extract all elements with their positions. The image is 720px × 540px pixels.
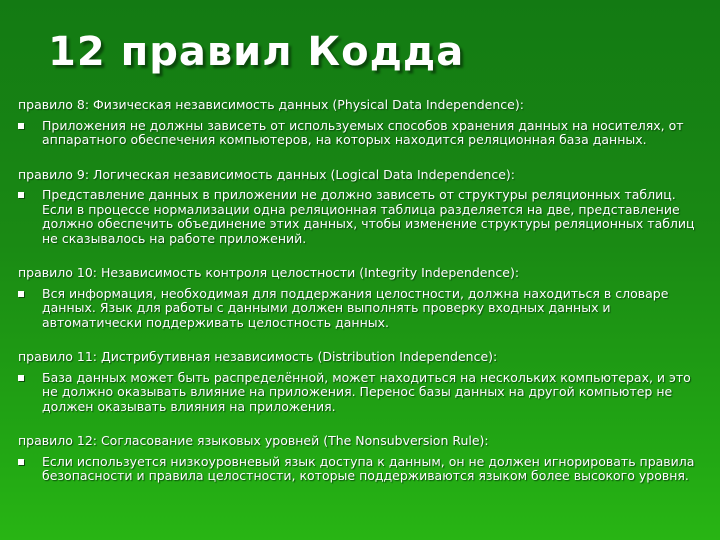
rule-text: Вся информация, необходимая для поддержания целостности, должна находиться в словаре данных. Язык для работы с данными должен выполнять проверку входных данных и автоматически поддерживать целостность данных. [42, 285, 669, 330]
rule-bullet [18, 455, 702, 484]
rule-bullet [18, 287, 702, 331]
rule-bullet [18, 119, 702, 148]
rule-8 [18, 98, 702, 148]
rule-heading: правило 9: Логическая независимость данных (Logical Data Independence): [18, 166, 515, 182]
square-bullet-icon [18, 459, 24, 465]
rule-heading: правило 8: Физическая независимость данных (Physical Data Independence): [18, 97, 524, 112]
rules-list [18, 98, 702, 504]
square-bullet-icon [18, 192, 24, 198]
square-bullet-icon [18, 375, 24, 381]
square-bullet-icon [18, 123, 24, 129]
rule-heading: правило 10: Независимость контроля целостности (Integrity Independence): [18, 265, 520, 280]
square-bullet-icon [18, 291, 24, 297]
rule-11 [18, 350, 702, 414]
rule-12 [18, 434, 702, 484]
rule-text: Приложения не должны зависеть от используемых способов хранения данных на носителях, от аппаратного обеспечения компьютеров, на которых находится реляционная база данных. [42, 117, 684, 147]
rule-text: База данных может быть распределённой, может находиться на нескольких компьютерах, и это не должно оказывать влияние на приложения. Перенос базы данных на другой компьютер не должен оказывать влияния на приложения. [42, 369, 691, 414]
rule-heading: правило 12: Согласование языковых уровней (The Nonsubversion Rule): [18, 433, 489, 448]
rule-10 [18, 266, 702, 330]
rule-bullet [18, 188, 702, 246]
rule-heading: правило 11: Дистрибутивная независимость (Distribution Independence): [18, 349, 498, 364]
slide-title: 12 правил Кодда [48, 29, 465, 75]
rule-9 [18, 168, 702, 247]
rule-bullet [18, 371, 702, 415]
rule-text: Представление данных в приложении не должно зависеть от структуры реляционных таблиц. Если в процессе нормализации одна реляционная таблица разделяется на две, представление должно обеспечить объединение этих данных, чтобы изменение структуры реляционных таблиц не сказывалось на работе приложений. [42, 187, 695, 246]
rule-text: Если используется низкоуровневый язык доступа к данным, он не должен игнорировать правила безопасности и правила целостности, которые поддерживаются языком более высокого уровня. [42, 453, 695, 483]
